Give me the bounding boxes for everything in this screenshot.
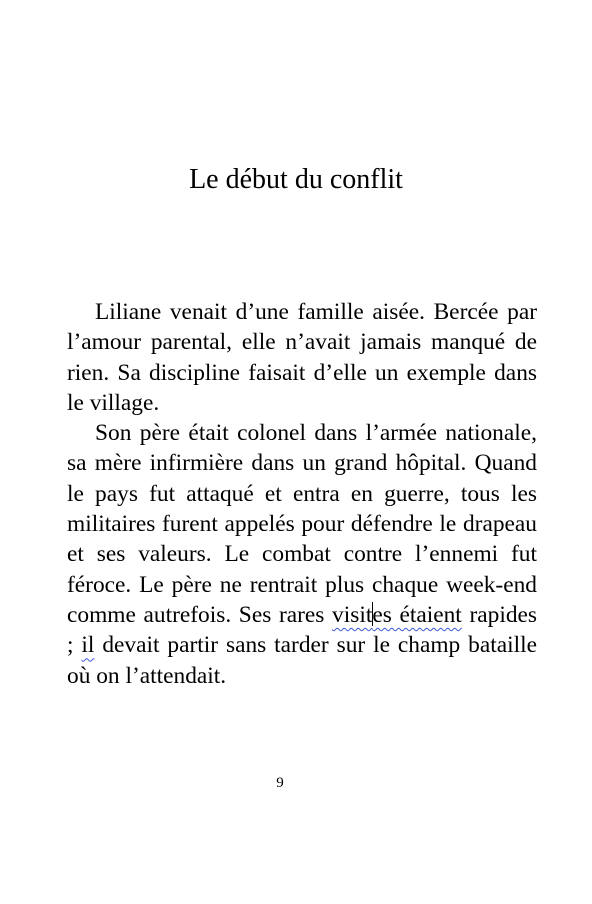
chapter-title: Le début du conflit — [189, 164, 403, 195]
paragraph-2-text-middle: rapides ; — [67, 601, 537, 659]
flagged-text-part-a: visit — [332, 601, 373, 628]
paragraph-2-text-end: devait partir sans tarder sur le champ bataille où on l’attendait. — [67, 632, 537, 689]
spellcheck-flagged-word[interactable]: il — [81, 632, 95, 659]
paragraph-2[interactable] — [67, 418, 537, 691]
spellcheck-flagged-phrase[interactable] — [332, 602, 462, 628]
flagged-text-part-b: es étaient — [372, 601, 462, 628]
body-text[interactable] — [67, 297, 537, 691]
page-number: 9 — [276, 775, 284, 791]
paragraph-2-text-start: Son père était colonel dans l’armée nationale, sa mère infirmière dans un grand hôpital. Quand le pays fut attaqué et entra en guerre, tous les militaires furent appelés pour défendre le drapeau et ses valeurs. Le combat contre l’ennemi fut féroce. Le père ne rentrait plus chaque week-end comme autrefois. Ses rares — [67, 420, 537, 628]
paragraph-1[interactable]: Liliane venait d’une famille aisée. Bercée par l’amour parental, elle n’avait jamais manqué de rien. Sa discipline faisait d’elle un exemple dans le village. — [67, 299, 537, 416]
